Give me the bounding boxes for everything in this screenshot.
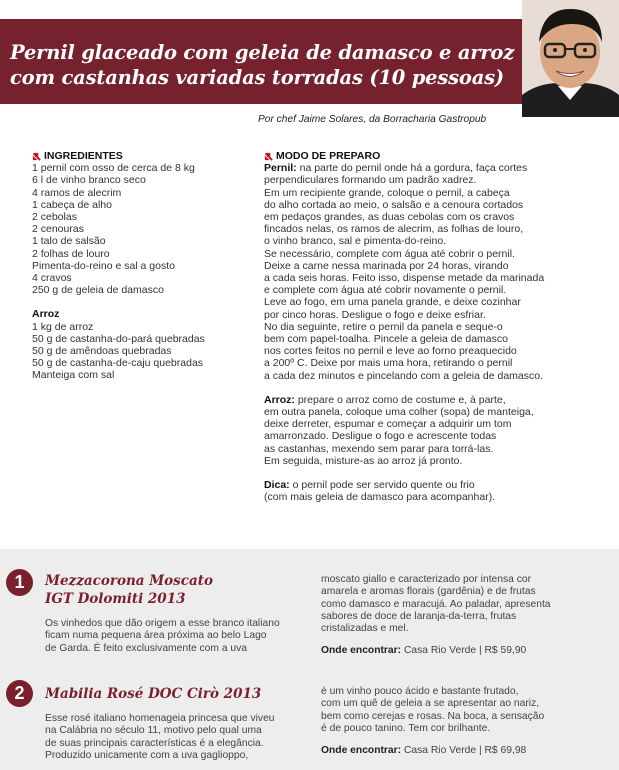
text-line: amarronzado. Desligue o fogo e acrescente todas xyxy=(264,430,497,443)
list-item: 1 talo de salsão xyxy=(32,235,106,248)
preparation-heading: MODO DE PREPARO xyxy=(264,150,584,162)
list-item: 2 folhas de louro xyxy=(32,247,110,260)
recipe-title-line-2: com castanhas variadas torradas (10 pessoas) xyxy=(10,66,504,89)
text-line: Em seguida, misture-as ao arroz já pronto. xyxy=(264,454,463,467)
text-line: em outra panela, coloque uma colher (sopa) de manteiga, xyxy=(264,406,534,419)
recipe-title-line-1: Pernil glaceado com geleia de damasco e arroz xyxy=(10,41,515,64)
dica-paragraph: Dica: o pernil pode ser servido quente ou frio (com mais geleia de damasco para acompanhar). xyxy=(264,479,584,503)
text-line: (com mais geleia de damasco para acompanhar). xyxy=(264,491,496,504)
text-line: Em um recipiente grande, coloque o pernil, a cabeça xyxy=(264,186,510,199)
text-line: o vinho branco, sal e pimenta-do-reino. xyxy=(264,235,447,248)
arroz-ingredients-heading: Arroz xyxy=(32,308,60,321)
list-item: 4 cravos xyxy=(32,272,72,285)
list-item: 1 pernil com osso de cerca de 8 kg xyxy=(32,162,195,175)
text-line: nos cortes feitos no pernil e leve ao forno preaquecido xyxy=(264,345,517,358)
arrow-icon xyxy=(32,152,41,161)
text-line: Se necessário, complete com água até cobrir o pernil. xyxy=(264,247,515,260)
wine-description-right: moscato giallo e caracterizado por intensa cor amarela e aromas florais (gardênia) e de frutas como damasco e maracujá. Ao paladar, apresenta sabores de doce de laranja-da-terra, frutas cristalizadas e mel. Onde encontrar: Casa Rio Verde | R$ 59,90 xyxy=(321,574,601,658)
list-item: 50 g de castanha-do-pará quebradas xyxy=(32,332,205,345)
text-line: No dia seguinte, retire o pernil da panela e seque-o xyxy=(264,320,503,333)
list-item: 50 g de castanha-de-caju quebradas xyxy=(32,357,204,370)
preparation-column xyxy=(264,150,584,503)
text-line: por cinco horas. Desligue o fogo e deixe esfriar. xyxy=(264,308,486,321)
list-item: 4 ramos de alecrim xyxy=(32,186,122,199)
text-line: a 200º C. Deixe por mais uma hora, retirando o pernil xyxy=(264,357,513,370)
byline: Por chef Jaime Solares, da Borracharia Gastropub xyxy=(258,114,487,125)
list-item: 2 cebolas xyxy=(32,211,77,224)
chef-photo xyxy=(522,0,619,117)
text-line: a cada dez minutos e pincelando com a geleia de damasco. xyxy=(264,369,544,382)
list-item: 50 g de amêndoas quebradas xyxy=(32,345,172,358)
text-line: fincados nelas, os ramos de alecrim, as folhas de louro, xyxy=(264,223,524,236)
list-item: 1 cabeça de alho xyxy=(32,198,112,211)
wine-number-badge: 2 xyxy=(6,680,33,707)
arrow-icon xyxy=(264,152,273,161)
wine-section xyxy=(0,549,619,770)
list-item: 6 l de vinho branco seco xyxy=(32,174,146,187)
wine-description-left: Esse rosé italiano homenageia princesa que viveu na Calábria no século 11, motivo pelo qual uma de suas principais características é a elegância. Produzido unicamente com a uva gaglioppo, xyxy=(45,713,275,761)
list-item: 250 g de geleia de damasco xyxy=(32,284,164,297)
text-line: a cada seis horas. Feito isso, dispense metade da marinada xyxy=(264,272,545,285)
wine-description-right: é um vinho pouco ácido e bastante frutado, com um quê de geleia a se apresentar ao nariz, bem como cerejas e rosas. Na boca, a sensação é de pouco tanino. Tem cor brilhante. Onde encontrar: Casa Rio Verde | R$ 69,98 xyxy=(321,686,601,757)
wine-title: Mabilia Rosé DOC Cirò 2013 xyxy=(45,686,262,702)
where-to-buy: Onde encontrar: Casa Rio Verde | R$ 59,90 xyxy=(321,645,527,657)
text-line: Leve ao fogo, em uma panela grande, e deixe cozinhar xyxy=(264,296,521,309)
text-line: e complete com água até cobrir novamente o pernil. xyxy=(264,284,507,297)
ingredients-column xyxy=(32,150,242,382)
list-item: Manteiga com sal xyxy=(32,369,115,382)
list-item: Pimenta-do-reino e sal a gosto xyxy=(32,259,175,272)
wine-description-left: Os vinhedos que dão origem a esse branco italiano ficam numa pequena área próxima ao belo Lago de Garda. É feito exclusivamente com a uva xyxy=(45,618,280,654)
text-line: Deixe a carne nessa marinada por 24 horas, virando xyxy=(264,259,509,272)
dica-label: Dica: xyxy=(264,479,290,492)
list-item: 1 kg de arroz xyxy=(32,320,94,333)
text-line: perpendiculares formando um padrão xadrez. xyxy=(264,174,477,187)
text-line: do alho cortada ao meio, o salsão e a cenoura cortados xyxy=(264,198,524,211)
recipe-title xyxy=(10,40,515,90)
text-line: deixe derreter, espumar e começar a adquirir um tom xyxy=(264,418,512,431)
text-line: bem com papel-toalha. Pincele a geleia de damasco xyxy=(264,333,508,346)
list-item: 2 cenouras xyxy=(32,223,84,236)
pernil-label: Pernil: xyxy=(264,162,297,175)
arroz-label: Arroz: xyxy=(264,393,295,406)
wine-title: Mezzacorona Moscato IGT Dolomiti 2013 xyxy=(45,573,213,607)
wine-number-badge: 1 xyxy=(6,569,33,596)
text-line: as castanhas, mexendo sem parar para torrá-las. xyxy=(264,442,494,455)
text-line: em pedaços grandes, as duas cebolas com os cravos xyxy=(264,211,515,224)
ingredients-heading: INGREDIENTES xyxy=(32,150,242,162)
pernil-paragraph: Pernil: na parte do pernil onde há a gordura, faça cortes perpendiculares formando um padrão xadrez. Em um recipiente grande, coloque o pernil, a cabeça do alho cortada ao meio, o salsão e a cenoura cortados em pedaços grandes, as duas cebolas com os cravos fincados nelas, os ramos de alecrim, as folhas de louro, o vinho branco, sal e pimenta-do-reino. Se necessário, complete com água até cobrir o pernil. Deixe a carne nessa marinada por 24 horas, virando a cada seis horas. Feito isso, dispense metade da marinada e complete com água até cobrir novamente o pernil. Leve ao fogo, em uma panela grande, e deixe cozinhar por cinco horas. Desligue o fogo e deixe esfriar. No dia seguinte, retire o pernil da panela e seque-o bem com papel-toalha. Pincele a geleia de damasco nos cortes feitos no pernil e leve ao forno preaquecido a 200º C. Deixe por mais uma hora, retirando o pernil a cada dez minutos e pincelando com a geleia de damasco. xyxy=(264,162,584,382)
where-to-buy: Onde encontrar: Casa Rio Verde | R$ 69,98 xyxy=(321,745,527,757)
arroz-paragraph: Arroz: prepare o arroz como de costume e, à parte, em outra panela, coloque uma colher (sopa) de manteiga, deixe derreter, espumar e começar a adquirir um tom amarronzado. Desligue o fogo e acrescente todas as castanhas, mexendo sem parar para torrá-las. Em seguida, misture-as ao arroz já pronto. xyxy=(264,394,584,467)
arroz-ingredients-list xyxy=(32,321,242,382)
ingredients-list xyxy=(32,162,242,296)
